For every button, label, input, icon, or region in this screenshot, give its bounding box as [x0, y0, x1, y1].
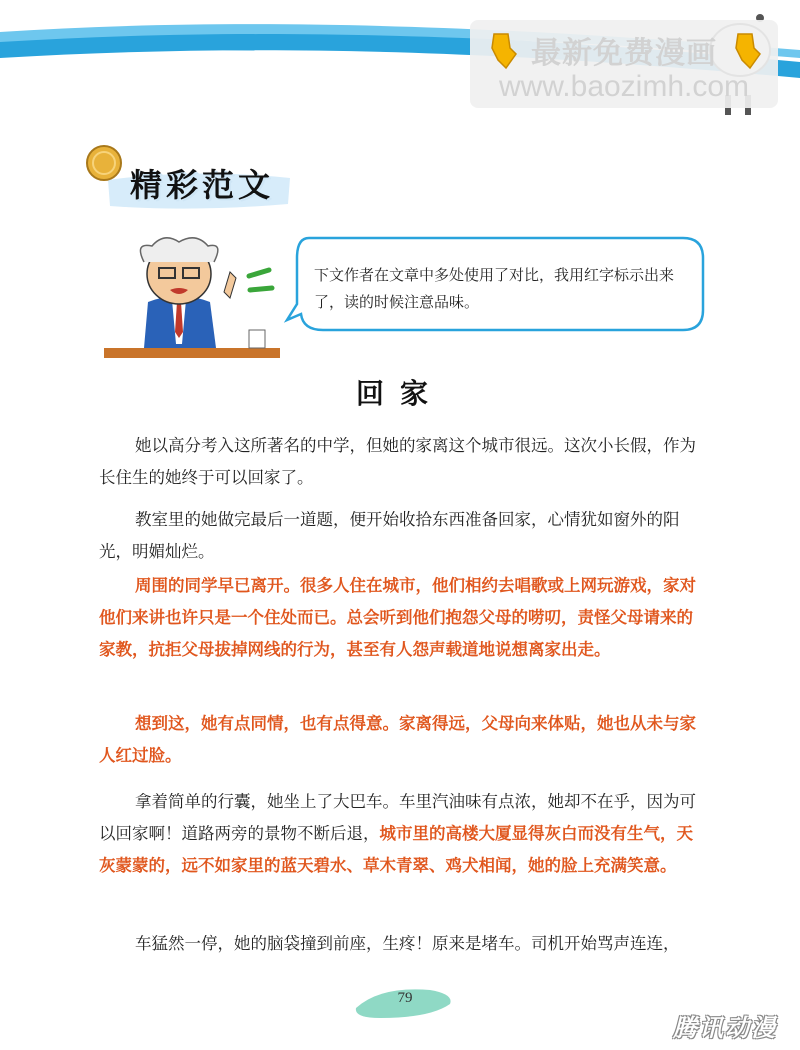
essay-paragraph [99, 430, 709, 494]
body-text: 教室里的她做完最后一道题，便开始收拾东西准备回家，心情犹如窗外的阳光，明媚灿烂。 [99, 510, 680, 561]
page-number: 79 [397, 990, 413, 1006]
watermark-text-cn: 最新免费漫画 [531, 36, 717, 71]
body-text: 车猛然一停，她的脑袋撞到前座，生疼！原来是堵车。司机开始骂声连连， [135, 934, 680, 953]
teacher-cartoon [104, 232, 284, 362]
watermark-banner [470, 20, 778, 108]
essay-paragraph [99, 928, 709, 960]
essay-paragraph [99, 504, 709, 568]
publisher-logo: 腾讯动漫 [673, 1014, 777, 1042]
body-text: 她以高分考入这所著名的中学，但她的家离这个城市很远。这次小长假，作为长住生的她终于可以回家了。 [99, 436, 696, 487]
body-text: 拿着简单的行囊，她坐上了大巴车。车里汽油味有点浓，她却不在乎，因为可以回家啊！道路两旁的景物不断后退， [99, 792, 696, 843]
essay-title: 回家 [355, 377, 444, 410]
highlighted-text: 想到这，她有点同情，也有点得意。家离得远，父母向来体贴，她也从未与家人红过脸。 [99, 714, 696, 765]
essay-paragraph-highlighted [99, 570, 709, 666]
coin-icon [84, 143, 124, 183]
section-title: 精彩范文 [130, 166, 275, 204]
highlighted-text: 城市里的高楼大厦显得灰白而没有生气，天灰蒙蒙的，远不如家里的蓝天碧水、草木青翠、鸡犬相闻，她的脸上充满笑意。 [99, 824, 693, 875]
speech-bubble-text: 下文作者在文章中多处使用了对比，我用红字标示出来了，读的时候注意品味。 [314, 266, 675, 311]
pointing-hand-icon [730, 30, 764, 70]
watermark-url: www.baozimh.com [498, 70, 750, 103]
essay-paragraph [99, 786, 709, 882]
essay-paragraph-highlighted [99, 708, 709, 772]
highlighted-text: 周围的同学早已离开。很多人住在城市，他们相约去唱歌或上网玩游戏，家对他们来讲也许只是一个住处而已。总会听到他们抱怨父母的唠叨，责怪父母请来的家教，抗拒父母拔掉网线的行为，甚至有人怨声载道地说想离家出走。 [99, 576, 696, 659]
